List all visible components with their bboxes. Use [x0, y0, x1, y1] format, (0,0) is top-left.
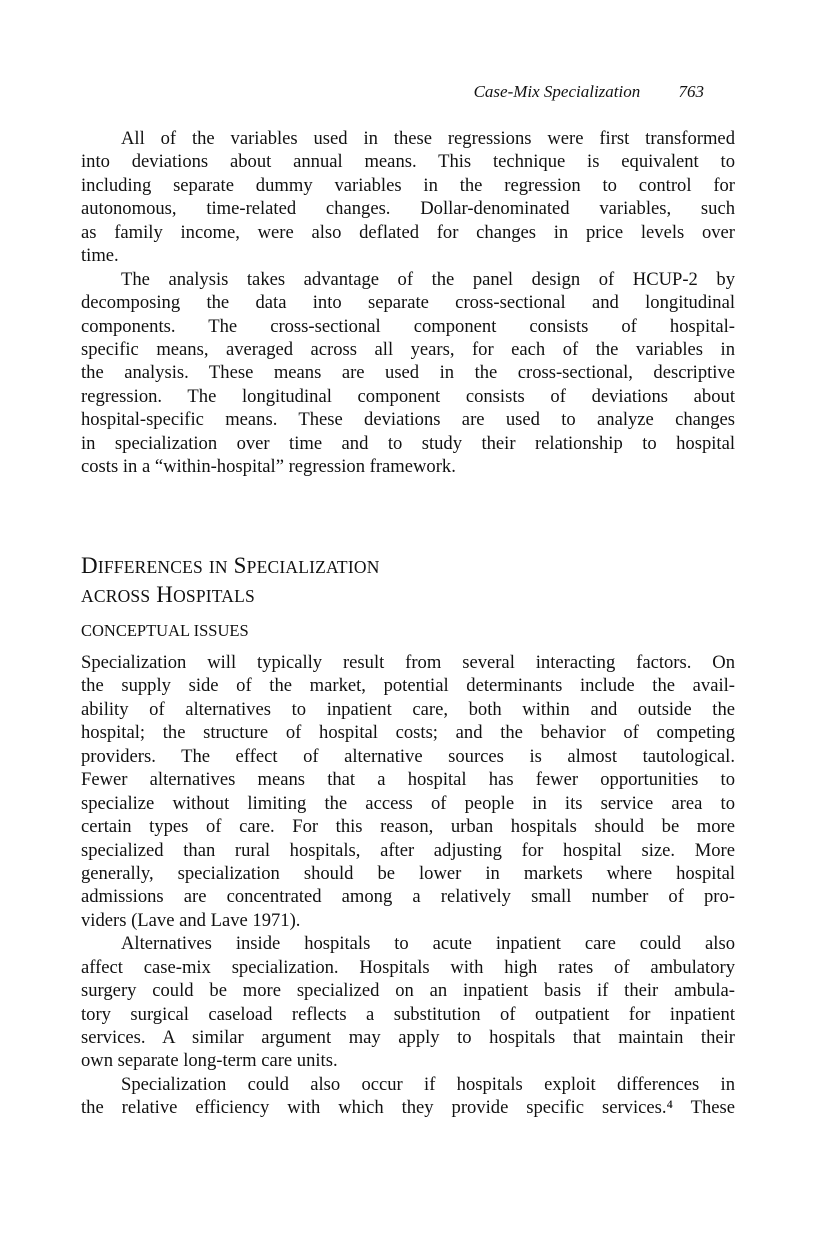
text-line: providers. The effect of alternative sources is almost tautological.: [81, 745, 735, 767]
text-line: costs in a “within-hospital” regression framework.: [81, 456, 456, 478]
text-line: hospital-specific means. These deviations are used to analyze changes: [81, 409, 735, 431]
running-head-title: Case-Mix Specialization: [473, 82, 641, 101]
text-line: specialize without limiting the access of people in its service area to: [81, 792, 735, 814]
text-line: generally, specialization should be lower in markets where hospital: [81, 862, 735, 884]
paragraph: [81, 1073, 735, 1120]
text-line: viders (Lave and Lave 1971).: [81, 909, 301, 931]
text-line: as family income, were also deflated for changes in price levels over: [81, 221, 735, 243]
text-line: the relative efficiency with which they provide specific services.⁴ These: [81, 1097, 735, 1119]
text-line: hospital; the structure of hospital costs; and the behavior of competing: [81, 722, 735, 744]
text-line: admissions are concentrated among a relatively small number of pro-: [81, 886, 735, 908]
text-line: time.: [81, 245, 119, 267]
paragraph: [81, 932, 735, 1073]
text-line: own separate long-term care units.: [81, 1050, 338, 1072]
subheading: CONCEPTUAL ISSUES: [81, 621, 249, 640]
text-line: Specialization could also occur if hospitals exploit differences in: [121, 1073, 735, 1095]
running-head: [0, 82, 704, 102]
section-text: [81, 651, 735, 1120]
text-line: components. The cross-sectional component consists of hospital-: [81, 315, 735, 337]
text-line: All of the variables used in these regressions were first transformed: [121, 128, 735, 149]
text-line: autonomous, time-related changes. Dollar-denominated variables, such: [81, 198, 735, 220]
section-heading-line-2: ACROSS HOSPITALS: [81, 582, 255, 607]
text-line: certain types of care. For this reason, urban hospitals should be more: [81, 816, 735, 838]
text-line: The analysis takes advantage of the panel design of HCUP-2 by: [121, 268, 735, 290]
text-line: tory surgical caseload reflects a substitution of outpatient for inpatient: [81, 1003, 735, 1025]
paragraph: [81, 651, 735, 932]
paragraph: [81, 127, 735, 268]
text-line: affect case-mix specialization. Hospitals with high rates of ambulatory: [81, 956, 735, 978]
text-line: Alternatives inside hospitals to acute inpatient care could also: [121, 933, 735, 955]
text-line: ability of alternatives to inpatient care, both within and outside the: [81, 698, 735, 720]
text-line: Specialization will typically result from several interacting factors. On: [81, 652, 735, 673]
text-line: into deviations about annual means. This technique is equivalent to: [81, 151, 735, 173]
text-line: including separate dummy variables in the regression to control for: [81, 174, 735, 196]
text-line: services. A similar argument may apply to hospitals that maintain their: [81, 1027, 735, 1048]
text-line: specific means, averaged across all years, for each of the variables in: [81, 338, 735, 360]
page-number: 763: [678, 82, 704, 101]
text-line: specialized than rural hospitals, after adjusting for hospital size. More: [81, 839, 735, 861]
text-line: the supply side of the market, potential determinants include the avail-: [81, 675, 735, 697]
intro-text: [81, 127, 735, 479]
text-line: the analysis. These means are used in the cross-sectional, descriptive: [81, 362, 735, 384]
text-line: surgery could be more specialized on an inpatient basis if their ambula-: [81, 980, 735, 1002]
text-line: in specialization over time and to study their relationship to hospital: [81, 432, 735, 454]
section-heading: [81, 552, 380, 610]
text-line: regression. The longitudinal component consists of deviations about: [81, 385, 735, 407]
paragraph: [81, 268, 735, 479]
text-line: decomposing the data into separate cross-sectional and longitudinal: [81, 292, 735, 314]
section-heading-line-1: DIFFERENCES IN SPECIALIZATION: [81, 553, 380, 578]
text-line: Fewer alternatives means that a hospital has fewer opportunities to: [81, 769, 735, 791]
